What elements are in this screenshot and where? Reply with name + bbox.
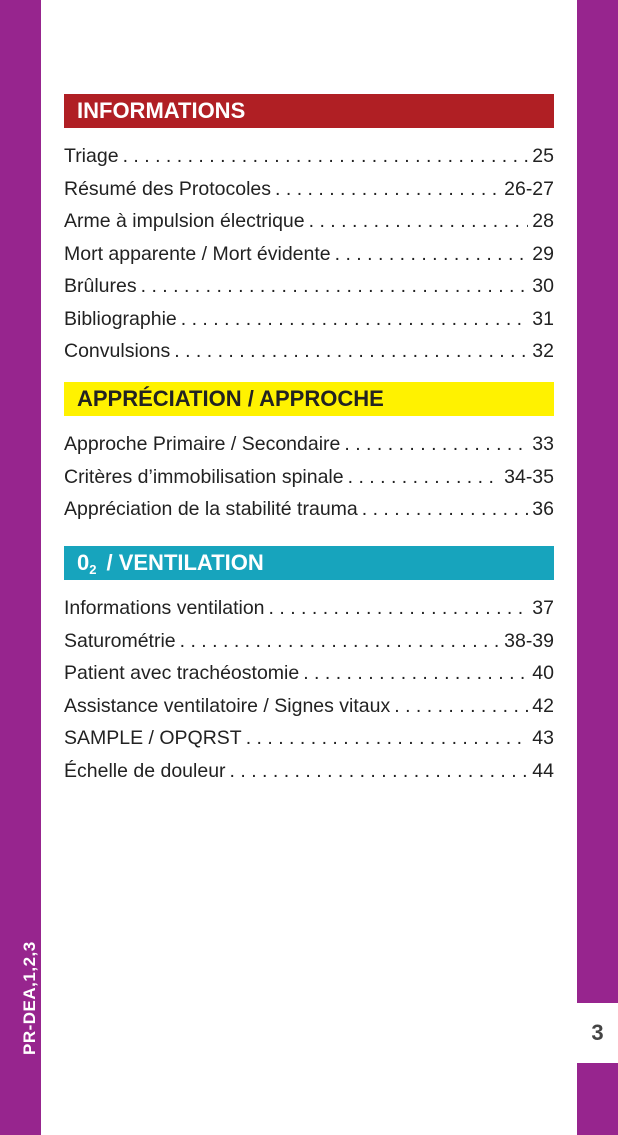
entry-label: Informations ventilation: [64, 597, 265, 619]
toc-entry[interactable]: [64, 461, 554, 494]
toc-entry[interactable]: [64, 205, 554, 238]
toc-entry[interactable]: [64, 303, 554, 336]
entry-page: 37: [532, 597, 554, 619]
toc-entry[interactable]: [64, 493, 554, 526]
entry-page: 25: [532, 145, 554, 167]
entry-page: 34-35: [504, 465, 554, 488]
toc-entry[interactable]: [64, 173, 554, 206]
toc-entry[interactable]: [64, 335, 554, 368]
dot-leader: [344, 428, 528, 461]
entry-label: Résumé des Protocoles: [64, 177, 272, 200]
entry-page: 29: [532, 242, 554, 265]
entry-page: 42: [532, 694, 554, 717]
dot-leader: [335, 238, 529, 271]
toc-entry[interactable]: [64, 755, 554, 788]
entry-label: Saturométrie: [64, 629, 176, 652]
entry-label: Triage: [64, 145, 119, 167]
dot-leader: [123, 140, 529, 173]
right-margin-bar: [577, 0, 618, 1135]
dot-leader: [174, 335, 528, 368]
entry-page: 40: [532, 662, 554, 684]
entry-label: Brûlures: [64, 275, 137, 297]
entry-page: 32: [532, 340, 554, 362]
section-header: INFORMATIONS: [64, 94, 554, 128]
title-rest: / VENTILATION: [106, 550, 264, 575]
toc-entry[interactable]: [64, 238, 554, 271]
entry-label: Arme à impulsion électrique: [64, 210, 305, 232]
entry-label: SAMPLE / OPQRST: [64, 727, 242, 749]
dot-leader: [394, 690, 528, 723]
dot-leader: [180, 625, 500, 658]
page-number-tab: [577, 1003, 618, 1063]
dot-leader: [269, 592, 529, 625]
dot-leader: [141, 270, 529, 303]
section-informations: [64, 94, 554, 368]
toc-entry[interactable]: [64, 270, 554, 303]
toc-entry[interactable]: [64, 722, 554, 755]
dot-leader: [362, 493, 529, 526]
toc-entry[interactable]: [64, 625, 554, 658]
entry-page: 26-27: [504, 177, 554, 200]
entry-label: Approche Primaire / Secondaire: [64, 433, 341, 455]
entry-page: 28: [532, 210, 554, 232]
section-header: [64, 546, 554, 580]
entry-page: 36: [532, 498, 554, 520]
entry-page: 43: [532, 727, 554, 749]
entry-label: Échelle de douleur: [64, 759, 226, 782]
title-subscript: 2: [89, 562, 97, 577]
toc-entry[interactable]: [64, 690, 554, 723]
dot-leader: [303, 657, 528, 690]
dot-leader: [348, 461, 501, 494]
section-header: APPRÉCIATION / APPROCHE: [64, 382, 554, 416]
section-appreciation: [64, 382, 554, 526]
entry-label: Critères d’immobilisation spinale: [64, 465, 344, 488]
entry-page: 30: [532, 275, 554, 297]
entry-page: 44: [532, 759, 554, 782]
dot-leader: [275, 173, 500, 206]
title-o: 0: [77, 550, 90, 575]
entry-label: Mort apparente / Mort évidente: [64, 242, 331, 265]
protocol-code: PR-DEA,1,2,3: [20, 941, 39, 1055]
dot-leader: [246, 722, 529, 755]
entry-label: Assistance ventilatoire / Signes vitaux: [64, 694, 391, 717]
entry-page: 31: [532, 307, 554, 330]
entry-label: Convulsions: [64, 340, 171, 362]
entry-label: Patient avec trachéostomie: [64, 662, 300, 684]
entry-label: Appréciation de la stabilité trauma: [64, 498, 358, 520]
dot-leader: [181, 303, 529, 336]
dot-leader: [309, 205, 529, 238]
toc-entry[interactable]: [64, 428, 554, 461]
page-number: 3: [591, 1020, 604, 1045]
section-ventilation: [64, 546, 554, 787]
toc-entry[interactable]: [64, 140, 554, 173]
entry-page: 38-39: [504, 629, 554, 652]
entry-label: Bibliographie: [64, 307, 177, 330]
dot-leader: [230, 755, 529, 788]
entry-page: 33: [532, 433, 554, 455]
toc-entry[interactable]: [64, 657, 554, 690]
toc-entry[interactable]: [64, 592, 554, 625]
